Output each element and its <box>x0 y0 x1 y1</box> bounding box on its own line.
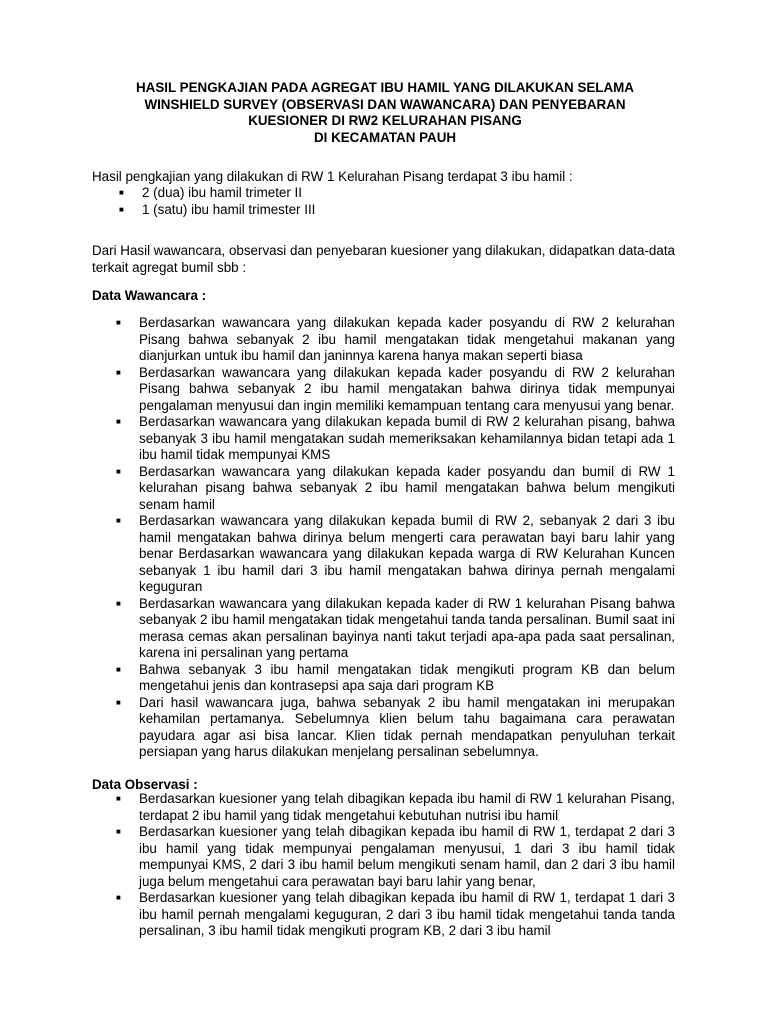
list-item <box>92 791 675 824</box>
list-item-text: Dari hasil wawancara juga, bahwa sebanyak 2 ibu hamil mengatakan ini merupakan kehamilan pertamanya. Sebelumnya klien belum tahu bagaimana cara perawatan payudara agar asi bisa lancar. Klien tidak pernah mendapatkan penyuluhan terkait persiapan yang harus dilakukan menjelang persalinan sebelumnya. <box>139 694 675 759</box>
bullet-square-icon: ■ <box>116 664 121 674</box>
observasi-list <box>92 791 675 940</box>
list-item-text: Berdasarkan kuesioner yang telah dibagikan kepada ibu hamil di RW 1, terdapat 2 dari 3 ibu hamil yang tidak mempunyai pengalaman menyusui, 1 dari 3 ibu hamil tidak mempunyai KMS, 2 dari 3 ibu hamil belum mengikuti senam hamil, dan 2 dari 3 ibu hamil juga belum mengetahui cara perawatan bayi baru lahir yang benar, <box>139 824 675 889</box>
list-item <box>92 695 675 761</box>
bullet-square-icon: ■ <box>116 827 121 836</box>
list-item-text: 2 (dua) ibu hamil trimeter II <box>142 185 303 200</box>
bullet-square-icon: ■ <box>116 893 121 902</box>
bullet-square-icon: ■ <box>116 367 121 377</box>
list-item <box>92 365 675 415</box>
list-item-text: Berdasarkan kuesioner yang telah dibagikan kepada ibu hamil di RW 1, terdapat 1 dari 3 ibu hamil pernah mengalami keguguran, 2 dari 3 ibu hamil tidak mengetahui tanda tanda persalinan, 3 ibu hamil tidak mengikuti program KB, 2 dari 3 ibu hamil <box>139 890 675 938</box>
list-item-text: Berdasarkan wawancara yang dilakukan kepada kader posyandu di RW 2 kelurahan Pisang bahwa sebanyak 2 ibu hamil mengatakan bahwa dirinya tidak mempunyai pengalaman menyusui dan ingin memiliki kemampuan tentang cara menyusui yang benar. <box>139 364 675 413</box>
list-item-text: Bahwa sebanyak 3 ibu hamil mengatakan tidak mengikuti program KB dan belum mengetahui jenis dan kontrasepsi apa saja dari program KB <box>139 661 675 693</box>
bullet-square-icon: ■ <box>116 417 121 426</box>
title-line-2: WINSHIELD SURVEY (OBSERVASI DAN WAWANCARA) DAN PENYEBARAN <box>144 96 626 112</box>
list-item-text: Berdasarkan kuesioner yang telah dibagikan kepada ibu hamil di RW 1 kelurahan Pisang, terdapat 2 ibu hamil yang tidak mengetahui kebutuhan nutrisi ibu hamil <box>139 791 675 823</box>
bullet-square-icon: ■ <box>119 205 124 214</box>
list-item <box>92 662 675 695</box>
list-item <box>92 596 675 662</box>
list-item <box>92 201 315 218</box>
list-item-text: Berdasarkan wawancara yang dilakukan kepada kader di RW 1 kelurahan Pisang bahwa sebanyak 2 ibu hamil mengatakan tidak mengetahui tanda tanda persalinan. Bumil saat ini merasa cemas akan persalinan bayinya nanti takut terjadi apa-apa pada saat persalinan, karena ini persalinan yang pertama <box>139 595 675 660</box>
bullet-square-icon: ■ <box>116 516 121 525</box>
intro-text: Hasil pengkajian yang dilakukan di RW 1 Kelurahan Pisang terdapat 3 ibu hamil : <box>92 169 573 184</box>
observasi-heading: Data Observasi : <box>92 777 198 792</box>
list-item <box>92 824 675 890</box>
list-item <box>92 184 315 201</box>
bullet-square-icon: ■ <box>119 188 124 197</box>
title-line-3: KUESIONER DI RW2 KELURAHAN PISANG <box>248 113 522 128</box>
bullet-square-icon: ■ <box>116 598 121 608</box>
title-line-4: DI KECAMATAN PAUH <box>313 129 457 145</box>
list-item <box>92 414 675 464</box>
list-item-text: Berdasarkan wawancara yang dilakukan kepada kader posyandu di RW 2 kelurahan Pisang bahwa sebanyak 2 ibu hamil mengatakan tidak mengetahui makanan yang dianjurkan untuk ibu hamil dan janinnya karena hanya makan seperti biasa <box>139 315 675 363</box>
list-item <box>92 315 675 365</box>
wawancara-heading: Data Wawancara : <box>92 288 207 303</box>
bullet-square-icon: ■ <box>116 794 121 803</box>
bullet-square-icon: ■ <box>116 318 121 327</box>
summary-paragraph: Dari Hasil wawancara, observasi dan penyebaran kuesioner yang dilakukan, didapatkan data-data terkait agregat bumil sbb : <box>92 243 675 275</box>
list-item <box>92 890 675 940</box>
title-line-1: HASIL PENGKAJIAN PADA AGREGAT IBU HAMIL YANG DILAKUKAN SELAMA <box>136 80 634 95</box>
document-title <box>92 80 678 146</box>
list-item-text: Berdasarkan wawancara yang dilakukan kepada kader posyandu dan bumil di RW 1 kelurahan pisang bahwa sebanyak 2 ibu hamil mengatakan bahwa belum mengikuti senam hamil <box>139 463 675 512</box>
bullet-square-icon: ■ <box>116 466 121 476</box>
wawancara-list <box>92 315 675 761</box>
intro-list <box>92 184 315 218</box>
list-item <box>92 513 675 596</box>
list-item-text: Berdasarkan wawancara yang dilakukan kepada bumil di RW 2 kelurahan pisang, bahwa sebanyak 3 ibu hamil mengatakan sudah memeriksakan kehamilannya bidan tetapi ada 1 ibu hamil tidak mempunyai KMS <box>139 414 675 462</box>
list-item-text: Berdasarkan wawancara yang dilakukan kepada bumil di RW 2, sebanyak 2 dari 3 ibu hamil mengatakan bahwa dirinya belum mengerti cara perawatan bayi baru lahir yang benar Berdasarkan wawancara yang dilakukan kepada warga di RW Kelurahan Kuncen sebanyak 1 ibu hamil dari 3 ibu hamil mengatakan bahwa dirinya pernah mengalami keguguran <box>139 513 675 594</box>
bullet-square-icon: ■ <box>116 697 121 707</box>
list-item-text: 1 (satu) ibu hamil trimester III <box>142 202 316 217</box>
list-item <box>92 464 675 514</box>
